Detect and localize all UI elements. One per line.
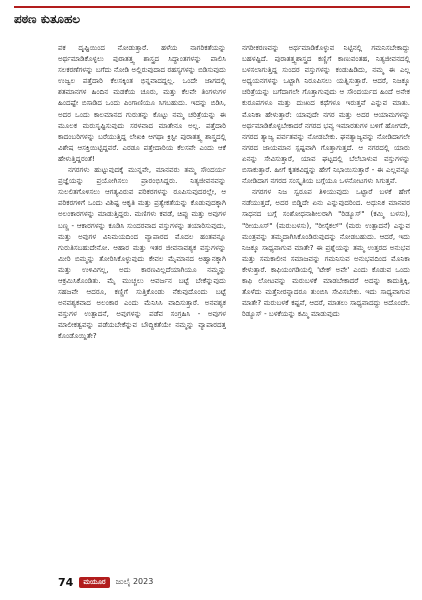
page-footer	[58, 574, 153, 590]
column-right	[242, 42, 410, 562]
issue-date: ಜುಲೈ 2023	[115, 577, 154, 586]
paragraph: ನಗರಗಳ ನಿಜ ಸ್ವರೂಪ ತಿಳಿಯುವುದು ಒಟ್ಟಾರೆ ಬಳಕೆ ಹೇಗೆ ನಡೆಯುತ್ತದೆ, ಅದರ ಬಿಡ್ಡಿದೇ ಏನು ಎನ್ನುವುದರಿಂದ. ಅಧುನಿಕ ಮಾನವರ ಸಾಧನದ ಬಗ್ಗೆ ಸಂಶೋಧನಾಶೀಲರಾಗಿ "ರಿಡ್ಯೂಸ್" (ಕಮ್ಮಿ ಬಳಸು), "ರೀಯೂಸ್" (ಮರುಬಳಸು), "ರೀಸೈಕಲ್" (ಮರು ಉತ್ಪಾದನೆ) ಎನ್ನುವ ಮಂತ್ರವನ್ನು ತಮ್ಮದಾಗಿಸಿಕೊಂಡಿರುವುದನ್ನು ನೋಡಬಹುದು. ಆದರೆ, ಇದು ನಿಜಕ್ಕೂ ಸಾಧ್ಯವಾಗುವ ಮಾತೇ? ಈ ಪ್ರಶ್ನೆಯನ್ನು ತಮ್ಮ ಉತ್ತರದ ಅನುಭವ ಮತ್ತು ಸಮಕಾಲೀನ ಸಮಾಜವನ್ನು ಗಮನಿಸುವ ಅನುಭವದಿಂದ ಮೊನಿಕಾ ಕೇಳುತ್ತಾರೆ. ಕಾಫಿಯಂಗಡಿಯಲ್ಲಿ 'ಟೇಕ್ ಅವೇ' ಎಂದು ಕೊಡುವ ಒಂದು ಕಾಫಿ ಲೋಟವನ್ನು ಮರುಬಳಕೆ ಮಾಡಬೇಕಾದರೆ ಅದನ್ನು ಕಾದುತ್ತಿಕ್ಕಿ, ತೊಳೆದು ಮತ್ತೆನೀರನ್ನಾದರೂ ತುಂಬಿಸಿ ಸೇವಿಸಬೇಕು. ಇದು ಸಾಧ್ಯವಾಗುವ ಮಾತೇ? ಮರುಬಳಕೆ ಕಷ್ಟವೆ, ಆದರೆ, ಮಾತಲು ಸಾಧ್ಯವಾದದ್ದು ಅದೊಂದೇ. ರಿಡ್ಯೂಸ್ - ಬಳಕೆಯನ್ನು ಕಮ್ಮಿ ಮಾಡುವುದು	[242, 187, 410, 319]
paragraph: ಪಕ ದೃಷ್ಟಿಯಿಂದ ನೋಡುತ್ತಾರೆ. ಹಳೆಯ ನಾಗರಿಕತೆಯನ್ನು ಅರ್ಥಮಾಡಿಕೊಳ್ಳಲು ಪುರಾತತ್ತ್ವ ಶಾಸ್ತ್ರದ ಸಿದ್ಧಾಂತಗಳನ್ನು ಪಾಲಿಸಿ ಸಲಕರಣೆಗಳನ್ನು ಬಗೆದು ನೋಡಿ ಅಲ್ಲಿರುವುದಾದ ರಹಸ್ಯಗಳನ್ನು ಬಿಡಿಸುವುದು ಉಜ್ವಲ ಪತ್ತೆದಾರಿ ಕೆಲಸಕ್ಕಿಂತ ಭಿನ್ನವಾದದ್ದಲ್ಲ. ಒಂದೇ ಜಾಗದಲ್ಲಿ ಶತಮಾನಗಳ ಹಿಂದಿನ ಮಡಕೆಯ ಚೂರು, ಮತ್ತು ಕೆಲವೇ ತಿಂಗಳುಗಳ ಹಿಂದಷ್ಟೇ ಬಿಸಾಡಿದ ಒಂದು ಪಿಂಗಾಣಿಯೂ ಸಿಗಬಹುದು. ಇದನ್ನು ಬಿಡಿಸಿ, ಅದರ ಒಂದು ಕಾಲಮಾನದ ಗುರುತನ್ನು ಕೊಟ್ಟು ನಮ್ಮ ಚರಿತ್ರೆಯನ್ನು ಈ ಮೂಲಕ ಮರುಸೃಷ್ಟಿಸುವುದು ಸರಳವಾದ ಮಾತೇನೂ ಅಲ್ಲ. ಪತ್ತೆದಾರಿ ಕಾದಂಬರಿಗಳನ್ನು ಬರೆಯುತ್ತಿದ್ದ ಲೇಖಕಿ ಆಗಥಾ ಕ್ರಿಸ್ಟೀ ಪುರಾತತ್ತ್ವ ಶಾಸ್ತ್ರದಲ್ಲಿ ವಿಶೇಷ ಆಸಕ್ತಿಯಿಟ್ಟಿದ್ದವರೆ. ಎರಡೂ ಪತ್ತೇದಾರಿಯ ಕೆಲಸವೇ ಎಂದು ಆಕೆ ಹೇಳುತ್ತಿದ್ದರಂತೆ!	[58, 43, 226, 163]
article-body	[58, 42, 410, 562]
header-rule	[14, 6, 410, 8]
section-title: ಪಠಣ ಕುತೂಹಲ	[14, 12, 81, 26]
page-number: 74	[58, 575, 74, 589]
magazine-logo: ಮಯೂರ	[79, 577, 109, 588]
column-left	[58, 42, 226, 562]
page-header	[0, 0, 422, 34]
paragraph: ನಗರೀಕರಣವನ್ನು ಅರ್ಥಮಾಡಿಕೊಳ್ಳುವ ನಿಟ್ಟಿನಲ್ಲಿ ಗಮನಿಸಬೇಕಾದ್ದು ಬಹಳಷ್ಟಿದೆ. ಪುರಾತತ್ತ್ವಶಾಸ್ತ್ರದ ಕಣ್ಣಿಗೆ ಕಾಣುವಂತಹ, ನಿತ್ಯಜೀವನದಲ್ಲಿ ಬಳಸಲಾಗುತ್ತಿದ್ದ ಸುಂದರ ವಸ್ತುಗಳನ್ನು ಕಂಡುಹಿಡಿದು, ನಮ್ಮ ಈ ಎಲ್ಲ ಅಧ್ಯಯನಗಳನ್ನು ಒಟ್ಟಾಗಿ ನಿರೂಪಿಸಲು ಯತ್ನಿಸುತ್ತಾರೆ. ಆದರೆ, ನಿಜಕ್ಕೂ ಚರಿತ್ರೆಯನ್ನು ಬಗೆದಾಗಲೇ ಗೊತ್ತಾಗುವುದು ಆ ಸೌಂದರ್ಯದ ಹಿಂದೆ ಅನೇಕ ಕುರೂಪಗಳೂ ಮತ್ತು ದುಃಖದ ಕಥೆಗಳೂ ಇರುತ್ತವೆ ಎನ್ನುವ ಮಾತು. ಮೊನಿಕಾ ಹೇಳುತ್ತಾರೆ: ಯಾವುದೇ ನಗರ ಮತ್ತು ಅದರ ಆಯಾಮಗಳನ್ನು ಅರ್ಥಮಾಡಿಕೊಳ್ಳಬೇಕಾದರೆ ನಗರದ ಭವ್ಯ ಇಮಾರತುಗಳ ಬಳಿಗೆ ಹೋಗದೇ, ನಗರದ ತ್ಯಾಜ್ಯ ಪರ್ವತವನ್ನು ನೋಡಬೇಕು. ಘನತ್ಯಾಜ್ಯವನ್ನು ನೋಡಿದಾಗಲೇ ನಗರದ ಜಾಯಮಾನ ಸ್ಪಷ್ಟವಾಗಿ ಗೊತ್ತಾಗುತ್ತದೆ. ಆ ನಗರದಲ್ಲಿ ಯಾರು ಏನನ್ನು ಸೇವಿಸುತ್ತಾರೆ, ಯಾವ ಘಟ್ಟದಲ್ಲಿ ಬೆಲೆಬಾಳುವ ವಸ್ತುಗಳನ್ನು ಬಿಸಾಕುತ್ತಾರೆ. ಹೀಗೆ ಕೃತಕವಿದ್ದನ್ನು ಹೇಗೆ ನಿಭಾಯಿಸುತ್ತಾರೆ - ಈ ಎಲ್ಲವನ್ನೂ ನೋಡಿದಾಗ ನಗರದ ಸಂಸ್ಕೃತಿಯ ಬಗ್ಗೆಯೂ ಒಳನೋಟಗಳು ಸಿಗುತ್ತವೆ.	[242, 43, 410, 186]
paragraph: ನಗರಗಳು ಹುಟ್ಟುವುದಕ್ಕೆ ಮುನ್ನವೇ, ಮಾನವರು ತಮ್ಮ ಸೌಂದರ್ಯ ಪ್ರಜ್ಞೆಯನ್ನು ಪ್ರಯೋಗಿಸಲು ಪ್ರಾರಂಭಿಸಿದ್ದರು. ನಿತ್ಯಜೀವನವನ್ನು ಸುಲಲಿತಗೊಳಿಸಲು ಆಗತ್ಯವಿರುವ ಪರಿಕರಗಳನ್ನು ರೂಪಿಸುವುದರಲ್ಲೇ, ಆ ಪರಿಕರಗಳಿಗೆ ಒಂದು ವಿಶಿಷ್ಟ ಆಕೃತಿ ಮತ್ತು ಪ್ರತ್ಯೇಕತೆಯನ್ನು ಕೊಡುವುದಕ್ಕಾಗಿ ಅಲಂಕಾರಗಳನ್ನು ಮಾಡುತ್ತಿದ್ದರು. ಮಣಿಗಳು ಕವಡೆ, ಚಿಪ್ಪು ಮತ್ತು ಅವುಗಳ ಬಣ್ಣ - ಆಕಾರಗಳನ್ನು ಕೂಡಿಸಿ ಸುಂದರವಾದ ವಸ್ತುಗಳನ್ನು ತಯಾರಿಸುವುದು, ಮತ್ತು ಅವುಗಳ ವಿನಿಮಯದಿಂದ ವ್ಯಾಪಾರದ ಮೊದಲ ಹಂತವನ್ನೂ ಗುರುತಿಸಬಹುದೇನೋ. ಆಹಾರ ಮತ್ತು ಇತರ ಜೀವನಾವಶ್ಯಕ ವಸ್ತುಗಳನ್ನು ಮೀರಿ ಬಿಮ್ಮನ್ನು ತೋರಿಸಿಕೊಳ್ಳುವುದು ಕೇವಲ ಮೈಮಾನದ ಅಹ್ವಾನಕ್ಕಾಗಿ ಮತ್ತು ಉಳಿವಿಗಲ್ಲ, ಅದು ಕಾರಣವಿಲ್ಲದೆಯಾಗಿಯೂ ನಮ್ಮನ್ನು ಆಕ್ರಮಿಸಿಕೊಂಡಿತು. ಮೈ ಮುಚ್ಚಲು ಆವರ್ಜನ ಬಟ್ಟೆ ಬೇಕೆನ್ನುವುದು ಸಹಜವೇ ಆದರೂ, ಕಣ್ಣಿಗೆ ಸುತ್ತಿಕೊಂಡು ನೆಕುವುದೊಂದು ಬಟ್ಟೆ ಅನವಶ್ಯಕವಾದ ಅಲಂಕಾರ ಎಂದು ಮೆನಿಸಿಸಿ ವಾದಿಸುತ್ತಾರೆ. ಅನವಶ್ಯಕ ವಸ್ತುಗಳ ಉತ್ಪಾದನೆ, ಅವುಗಳನ್ನು ಪಡೆವ ಸಂಗ್ರಹಿಸಿ - ಅವುಗಳ ಮಾಲೀಕತ್ವವನ್ನು ಪಡೆಯಬೇಕೆನ್ನುವ ಬೌದ್ಧಿಕತೆಯೇ ನಮ್ಮನ್ನು ವ್ಯಾಪಾರದತ್ತ ಕೊಂಡೊಯ್ದಿತೇ?	[58, 165, 226, 341]
